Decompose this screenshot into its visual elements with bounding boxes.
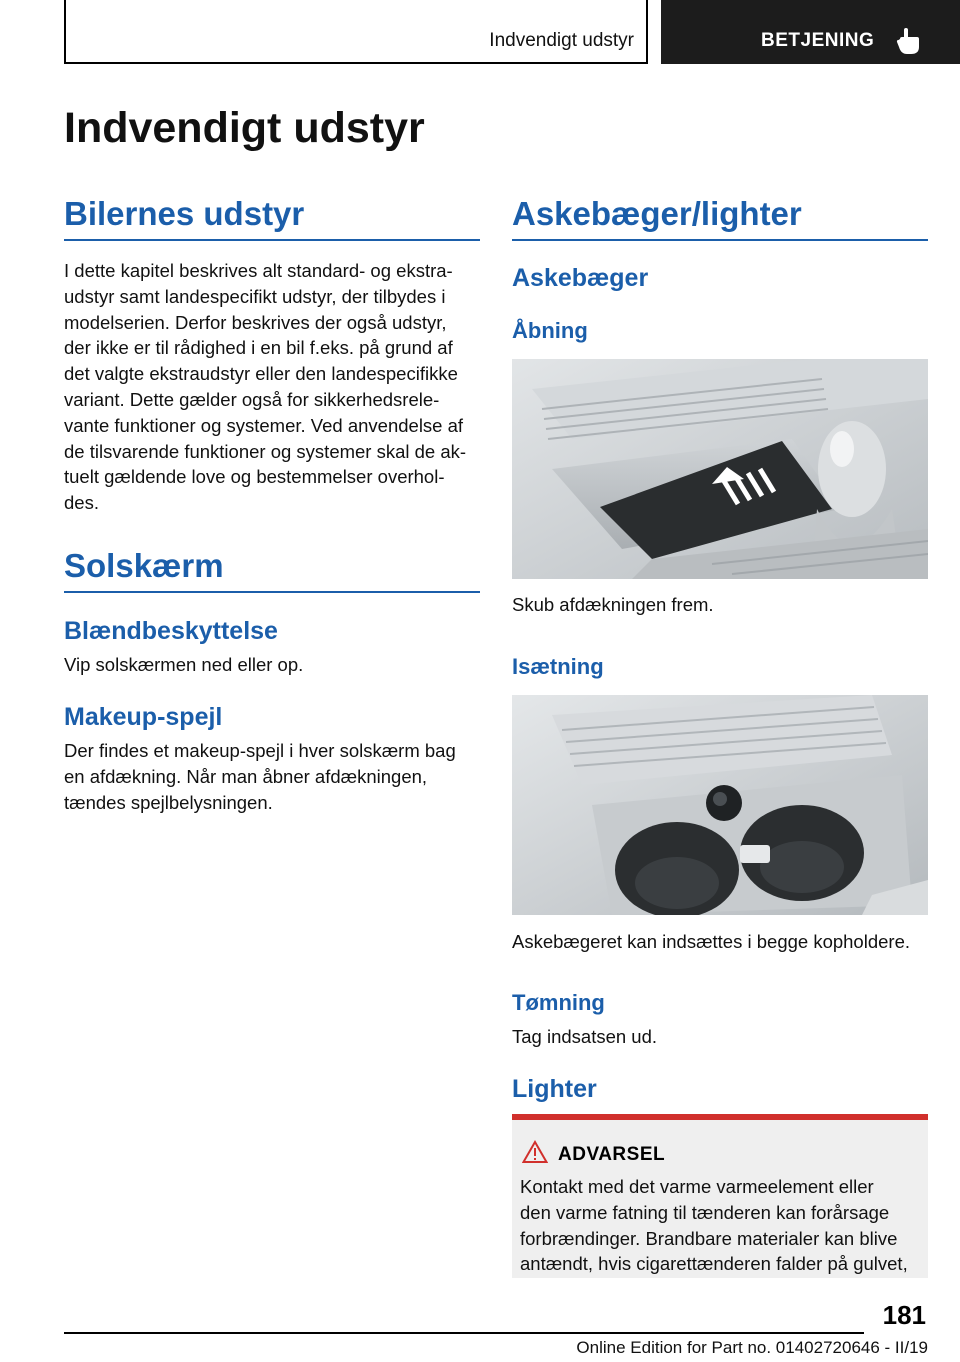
text-line: der ikke er til rådighed i en bil f.eks. på grund af [64,337,453,359]
makeup-spejl-paragraph [64,738,480,815]
header-chapter-tab[interactable] [661,0,960,64]
subheading-lighter: Lighter [512,1075,597,1103]
header-section-title: Indvendigt udstyr [489,30,634,51]
figure-ashtray-insert [512,695,928,915]
text-line: det valgte ekstraudstyr eller den landespecifikke [64,363,458,385]
text-line: variant. Dette gælder også for sikkerhedsrele- [64,388,440,410]
section-heading-bilernes-udstyr: Bilernes udstyr [64,195,480,241]
text-line: des. [64,492,99,514]
header-section-box [64,0,648,64]
page-title: Indvendigt udstyr [64,104,425,152]
caption-aabning: Skub afdækningen frem. [512,594,714,615]
text-line: tuelt gældende love og bestemmelser overhol- [64,466,445,488]
footer-divider [64,1332,864,1334]
page-number: 181 [882,1300,926,1330]
subheading-toemning: Tømning [512,990,605,1015]
text-line: udstyr samt landespecifikt udstyr, der tilbydes i [64,285,446,307]
intro-paragraph [64,258,480,516]
text-line: forbrændinger. Brandbare materialer kan blive [520,1227,898,1249]
text-line: den varme fatning til tænderen kan forårsage [520,1201,890,1223]
header-chapter-label: BETJENING [761,30,875,51]
text-line: de tilsvarende funktioner og systemer skal de ak- [64,440,467,462]
text-line: tændes spejlbelysningen. [64,791,273,813]
text-line: en afdækning. Når man åbner afdækningen, [64,765,428,787]
subheading-aabning: Åbning [512,318,588,343]
subheading-blaendbeskyttelse: Blændbeskyttelse [64,617,278,645]
text-line: vante funktioner og systemer. Ved anvendelse af [64,414,464,436]
footer-edition: Online Edition for Part no. 01402720646 - II/19 [576,1338,928,1357]
subheading-askebaeger: Askebæger [512,264,649,292]
pointing-hand-icon [895,27,921,55]
text-line: modelserien. Derfor beskrives der også udstyr, [64,311,447,333]
warning-triangle-icon [522,1140,548,1164]
text-line: Der findes et makeup-spejl i hver solskærm bag [64,740,456,761]
subheading-isaetning: Isætning [512,654,604,679]
warning-text [520,1174,924,1277]
text-line: I dette kapitel beskrives alt standard- og ekstra- [64,260,453,281]
text-line: antændt, hvis cigarettænderen falder på gulvet, [520,1253,908,1275]
figure-ashtray-open [512,359,928,579]
section-heading-solskaerm: Solskærm [64,547,480,593]
toemning-text: Tag indsatsen ud. [512,1026,658,1047]
subheading-makeup-spejl: Makeup-spejl [64,703,223,731]
warning-title: ADVARSEL [558,1144,666,1165]
blaendbeskyttelse-text: Vip solskærmen ned eller op. [64,654,304,675]
text-line: Kontakt med det varme varmeelement eller [520,1176,874,1197]
warning-box [512,1120,928,1278]
caption-isaetning: Askebægeret kan indsættes i begge kopholdere. [512,931,911,952]
section-heading-askebaeger-lighter: Askebæger/lighter [512,195,928,241]
